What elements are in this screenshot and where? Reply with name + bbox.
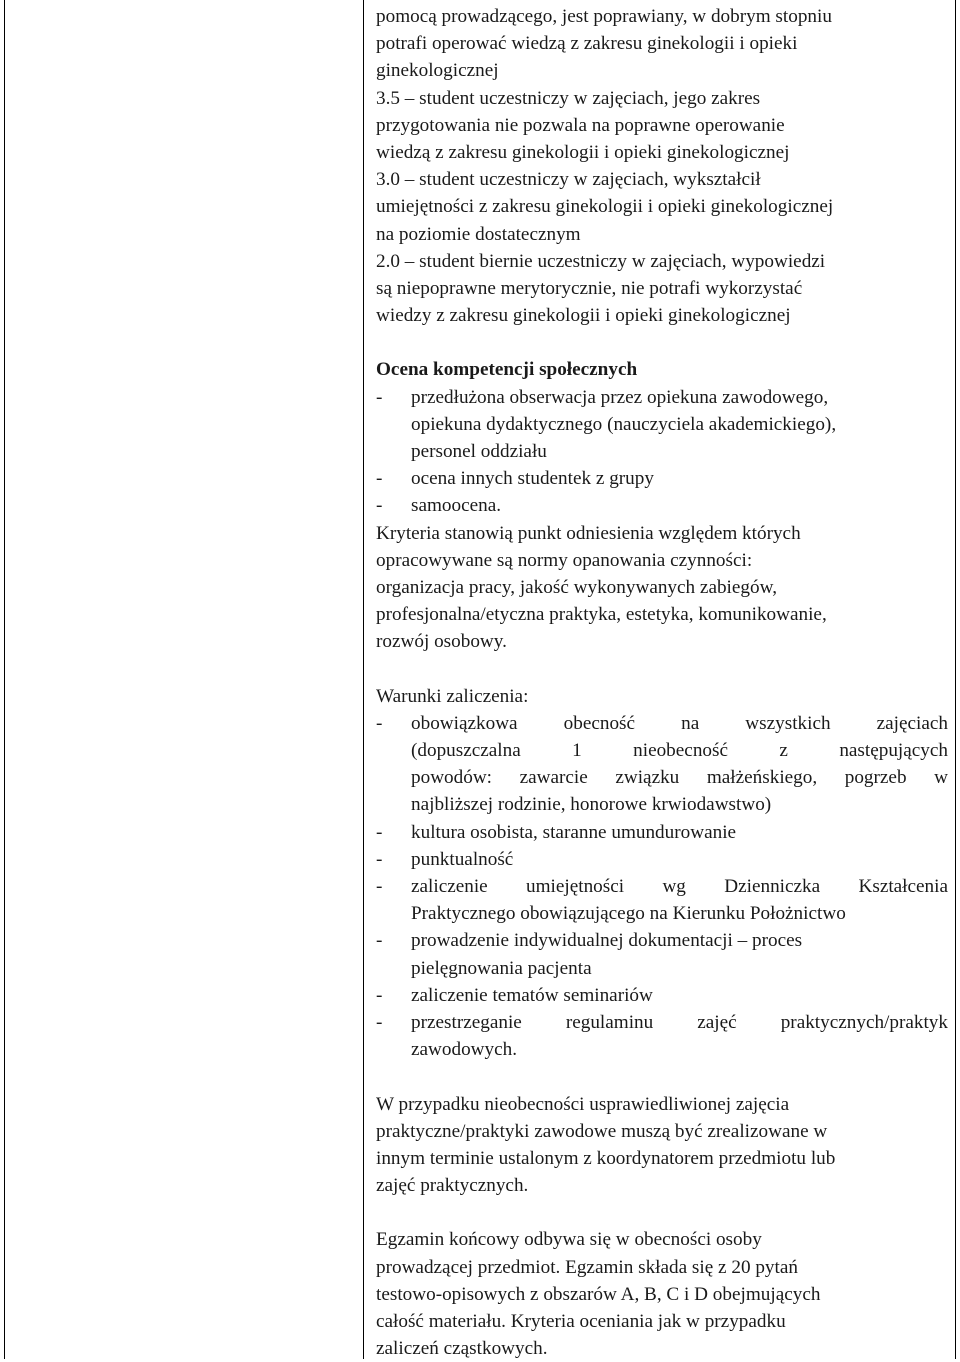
exam-paragraph [376, 1226, 948, 1362]
spacer [376, 1199, 948, 1226]
list-item [376, 465, 948, 492]
text-line: przygotowania nie pozwala na poprawne operowanie [376, 114, 785, 136]
dash-bullet: - [376, 821, 383, 843]
list-item [376, 710, 948, 819]
list-item [376, 927, 948, 981]
text-line: Kryteria stanowią punkt odniesienia względem których [376, 522, 801, 544]
text-line: 2.0 – student biernie uczestniczy w zajęciach, wypowiedzi [376, 250, 826, 272]
text-line: 3.5 – student uczestniczy w zajęciach, jego zakres [376, 87, 761, 109]
text-line: powodów: zawarcie związku małżeńskiego, pogrzeb w [411, 767, 948, 789]
text-line: innym terminie ustalonym z koordynatorem przedmiotu lub [376, 1147, 836, 1169]
text-line: pielęgnowania pacjenta [411, 957, 592, 979]
absence-paragraph [376, 1091, 948, 1200]
text-line: ginekologicznej [376, 60, 499, 82]
spacer [376, 656, 948, 683]
grading-criteria-block [376, 3, 948, 329]
table-right-cell [376, 3, 948, 1362]
text-line: prowadzącej przedmiot. Egzamin składa się z 20 pytań [376, 1256, 798, 1278]
text-line: na poziomie dostatecznym [376, 223, 581, 245]
text-line: zajęć praktycznych. [376, 1175, 529, 1197]
list-item [376, 384, 948, 466]
text-line: wiedzą z zakresu ginekologii i opieki ginekologicznej [376, 141, 790, 163]
text-line: ocena innych studentek z grupy [411, 468, 654, 490]
social-competence-section [376, 356, 948, 655]
section-heading: Warunki zaliczenia: [376, 685, 529, 707]
dash-bullet: - [376, 386, 383, 408]
text-line: całość materiału. Kryteria oceniania jak w przypadku [376, 1311, 786, 1332]
text-line: Egzamin końcowy odbywa się w obecności osoby [376, 1229, 762, 1251]
spacer [376, 1063, 948, 1090]
text-line: kultura osobista, staranne umundurowanie [411, 821, 737, 843]
text-line: najbliższej rodzinie, honorowe krwiodawstwo) [411, 794, 772, 816]
text-line: wiedzy z zakresu ginekologii i opieki ginekologicznej [376, 305, 791, 327]
completion-conditions-section [376, 683, 948, 1064]
dash-bullet: - [376, 495, 383, 517]
spacer [376, 329, 948, 356]
list-item [376, 846, 948, 873]
text-line: umiejętności z zakresu ginekologii i opieki ginekologicznej [376, 196, 834, 218]
text-line: obowiązkowa obecność na wszystkich zajęciach [411, 712, 948, 734]
list-item [376, 1009, 948, 1063]
text-line: praktyczne/praktyki zawodowe muszą być zrealizowane w [376, 1120, 828, 1142]
text-line: testowo-opisowych z obszarów A, B, C i D obejmujących [376, 1283, 821, 1305]
dash-bullet: - [376, 848, 383, 870]
text-line: prowadzenie indywidualnej dokumentacji – proces [411, 930, 803, 952]
table-column-divider [363, 0, 364, 1359]
dash-bullet: - [376, 712, 383, 734]
text-line: samoocena. [411, 495, 502, 517]
text-line: opiekuna dydaktycznego (nauczyciela akademickiego), [411, 413, 837, 435]
text-line: są niepoprawne merytorycznie, nie potrafi wykorzystać [376, 277, 803, 299]
text-line: opracowywane są normy opanowania czynności: [376, 549, 753, 571]
text-line: personel oddziału [411, 441, 547, 462]
section-heading: Ocena kompetencji społecznych [376, 359, 638, 381]
text-line: zawodowych. [411, 1039, 518, 1061]
dash-bullet: - [376, 468, 383, 490]
text-line: organizacja pracy, jakość wykonywanych zabiegów, [376, 576, 777, 598]
text-line: zaliczenie tematów seminariów [411, 984, 653, 1006]
text-line: rozwój osobowy. [376, 631, 507, 653]
list-item [376, 873, 948, 927]
text-line: profesjonalna/etyczna praktyka, estetyka, komunikowanie, [376, 604, 827, 626]
dash-bullet: - [376, 984, 383, 1006]
text-line: przedłużona obserwacja przez opiekuna zawodowego, [411, 386, 829, 408]
text-line: Praktycznego obowiązującego na Kierunku Położnictwo [411, 903, 846, 925]
list-item [376, 982, 948, 1009]
text-line: zaliczenie umiejętności wg Dzienniczka Kształcenia [411, 876, 948, 897]
text-line: (dopuszczalna 1 nieobecność z następujących [411, 740, 948, 762]
text-line: przestrzeganie regulaminu zajęć praktycznych/praktyk [411, 1011, 948, 1033]
dash-bullet: - [376, 1011, 383, 1033]
dash-bullet: - [376, 930, 383, 952]
text-line: pomocą prowadzącego, jest poprawiany, w dobrym stopniu [376, 6, 832, 27]
list-item [376, 492, 948, 519]
text-line: potrafi operować wiedzą z zakresu ginekologii i opieki [376, 33, 798, 55]
list-item [376, 819, 948, 846]
text-line: W przypadku nieobecności usprawiedliwionej zajęcia [376, 1093, 790, 1115]
text-line: punktualność [411, 848, 514, 870]
text-line: zaliczeń cząstkowych. [376, 1338, 548, 1360]
text-line: 3.0 – student uczestniczy w zajęciach, wykształcił [376, 169, 761, 191]
dash-bullet: - [376, 876, 383, 897]
